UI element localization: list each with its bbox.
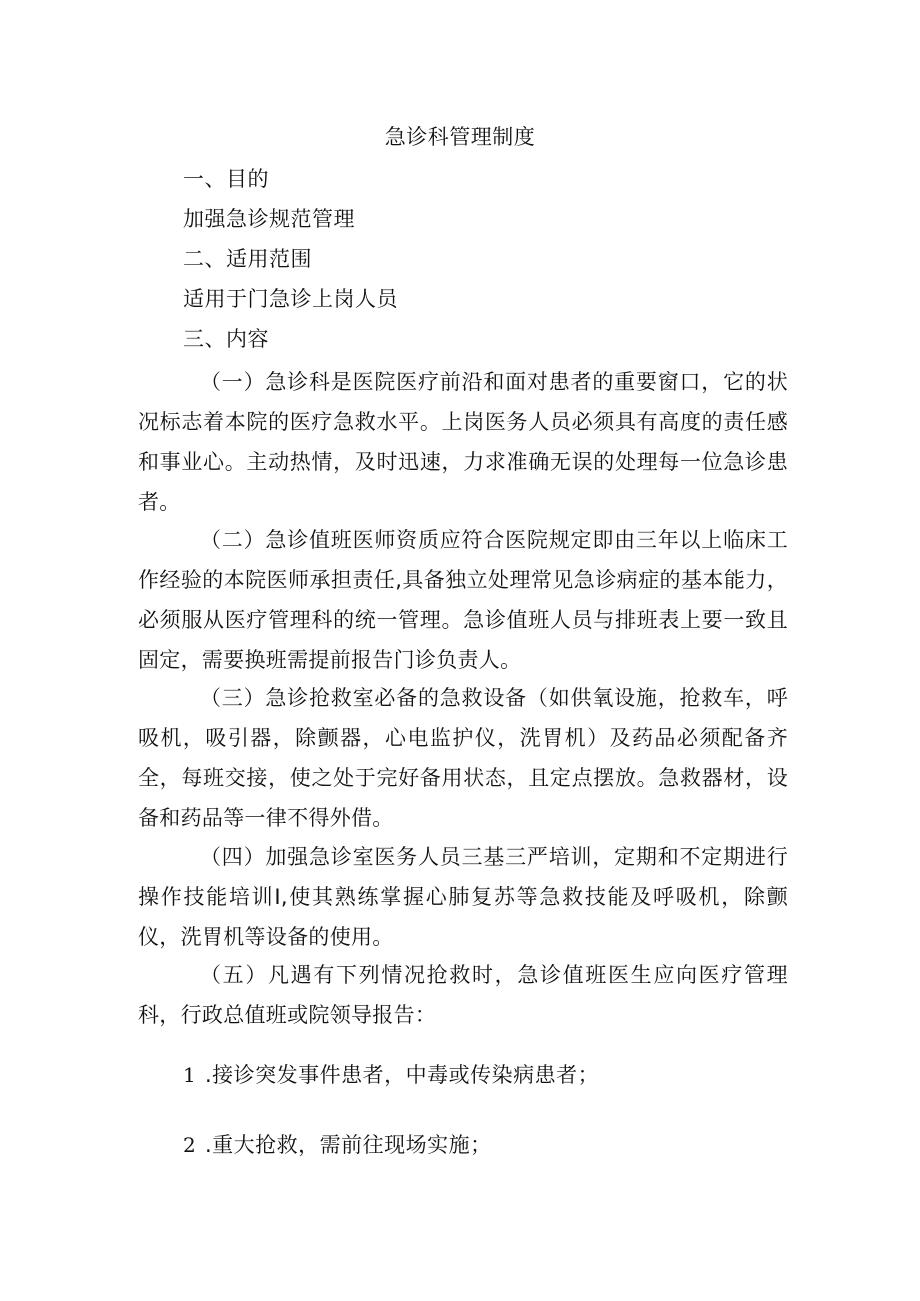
section-body-purpose: 加强急诊规范管理: [183, 207, 355, 231]
list-number: 1: [183, 1063, 197, 1087]
paragraph-5: （五）凡遇有下列情况抢救时，急诊值班医生应向医疗管理科，行政总值班或院领导报告：: [138, 963, 788, 1027]
list-text: .接诊突发事件患者，中毒或传染病患者；: [205, 1063, 600, 1087]
section-heading-content: 三、内容: [183, 327, 269, 351]
list-item-2: [183, 1130, 492, 1160]
list-item-1: [183, 1060, 599, 1090]
section-heading-scope: 二、适用范围: [183, 247, 312, 271]
list-text: .重大抢救，需前往现场实施；: [205, 1133, 492, 1157]
paragraph-1: （一）急诊科是医院医疗前沿和面对患者的重要窗口，它的状况标志着本院的医疗急救水平。上岗医务人员必须具有高度的责任感和事业心。主动热情，及时迅速，力求准确无误的处理每一位急诊患者。: [138, 370, 788, 514]
paragraph-4: （四）加强急诊室医务人员三基三严培训，定期和不定期进行操作技能培训I,使其熟练掌握心肺复苏等急救技能及呼吸机，除颤仪，洗胃机等设备的使用。: [138, 845, 788, 949]
section-body-scope: 适用于门急诊上岗人员: [183, 287, 398, 311]
document-title: 急诊科管理制度: [384, 125, 536, 149]
paragraph-3: （三）急诊抢救室必备的急救设备（如供氧设施，抢救车，呼吸机，吸引器，除颤器，心电监护仪，洗胃机）及药品必须配备齐全，每班交接，使之处于完好备用状态，且定点摆放。急救器材，设备和药品等一律不得外借。: [138, 686, 788, 830]
section-heading-purpose: 一、目的: [183, 167, 269, 191]
paragraph-2: （二）急诊值班医师资质应符合医院规定即由三年以上临床工作经验的本院医师承担责任,具备独立处理常见急诊病症的基本能力，必须服从医疗管理科的统一管理。急诊值班人员与排班表上要一致且固定，需要换班需提前报告门诊负责人。: [138, 528, 788, 672]
list-number: 2: [183, 1133, 197, 1157]
